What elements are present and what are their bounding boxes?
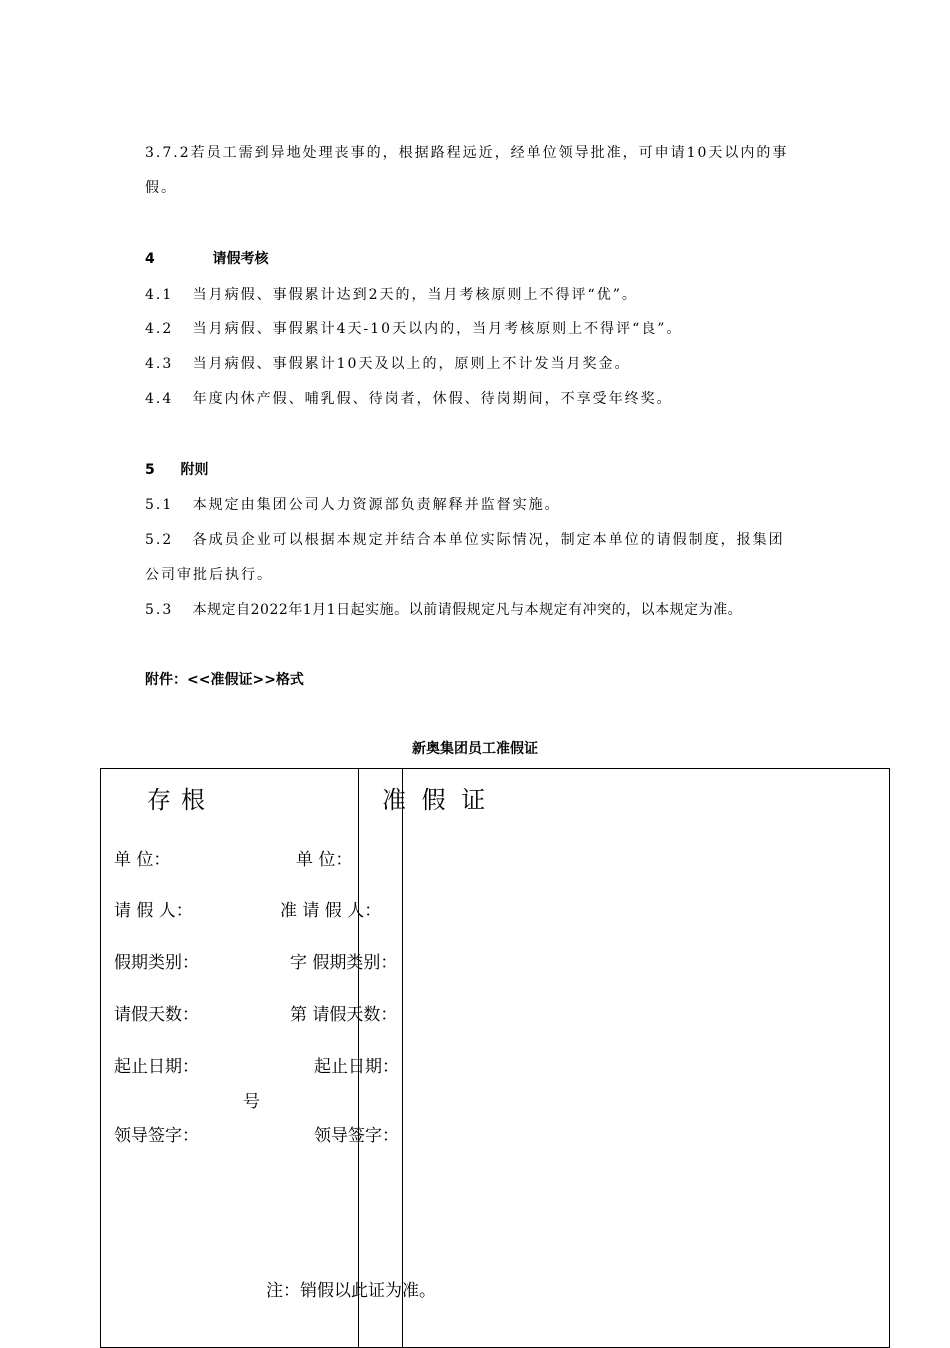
clause-4-3-text: 当月病假、事假累计10天及以上的，原则上不计发当月奖金。 [192, 356, 631, 372]
section-5-number: 5 [145, 462, 155, 478]
attachment-label: 附件：<<准假证>>格式 [145, 672, 304, 688]
permit-leave-days-label: 第 请假天数： [290, 1005, 398, 1025]
clause-5-1-number: 5.1 [145, 497, 174, 513]
section-4-heading [145, 248, 269, 268]
stub-leave-days-label: 请假天数： [114, 1005, 199, 1025]
clause-4-3-number: 4.3 [145, 356, 174, 372]
clause-4-1-text: 当月病假、事假累计达到2天的，当月考核原则上不得评“优”。 [192, 287, 638, 303]
stub-applicant-label: 请 假 人： [114, 901, 193, 921]
leave-permit-form [100, 768, 890, 1348]
permit-leave-type-label: 字 假期类别： [290, 953, 398, 973]
clause-5-2 [145, 529, 785, 549]
clause-5-2-line2: 公司审批后执行。 [145, 567, 273, 583]
stub-date-range-label: 起止日期： [114, 1057, 199, 1077]
clause-4-1 [145, 284, 638, 304]
clause-5-3-text: 本规定自2022年1月1日起实施。以前请假规定凡与本规定有冲突的，以本规定为准。 [192, 602, 743, 618]
clause-5-2-text: 各成员企业可以根据本规定并结合本单位实际情况，制定本单位的请假制度，报集团 [192, 532, 785, 548]
clause-4-1-number: 4.1 [145, 287, 174, 303]
form-note: 注：销假以此证为准。 [266, 1281, 436, 1301]
stub-leader-sign-label: 领导签字： [114, 1126, 199, 1146]
permit-unit-label: 单 位： [296, 850, 353, 870]
clause-3-7-2-line2: 假。 [145, 180, 177, 196]
clause-5-2-number: 5.2 [145, 532, 174, 548]
section-4-title: 请假考核 [212, 251, 269, 267]
stub-leave-type-label: 假期类别： [114, 953, 199, 973]
clause-5-3-number: 5.3 [145, 602, 174, 618]
clause-5-3 [145, 599, 742, 619]
permit-date-range-label: 起止日期： [314, 1057, 399, 1077]
permit-header: 准 假 证 [382, 786, 490, 814]
permit-leader-sign-label: 领导签字： [314, 1126, 399, 1146]
section-4-number: 4 [145, 251, 155, 267]
clause-5-1 [145, 494, 561, 514]
form-divider-right [402, 768, 403, 1348]
clause-4-2 [145, 318, 682, 338]
clause-4-4-number: 4.4 [145, 391, 174, 407]
clause-3-7-2-line1: 3.7.2若员工需到异地处理丧事的，根据路程远近，经单位领导批准，可申请10天以内的事 [145, 145, 789, 161]
section-5-heading [145, 459, 209, 479]
clause-4-4 [145, 388, 673, 408]
clause-4-3 [145, 353, 630, 373]
form-title: 新奥集团员工准假证 [412, 741, 538, 757]
clause-4-4-text: 年度内休产假、哺乳假、待岗者，休假、待岗期间，不享受年终奖。 [192, 391, 673, 407]
permit-number-suffix: 号 [243, 1092, 260, 1112]
permit-applicant-label: 准 请 假 人： [280, 901, 382, 921]
section-5-title: 附则 [180, 462, 209, 478]
stub-unit-label: 单 位： [114, 850, 171, 870]
clause-5-1-text: 本规定由集团公司人力资源部负责解释并监督实施。 [192, 497, 561, 513]
clause-4-2-text: 当月病假、事假累计4天-10天以内的，当月考核原则上不得评“良”。 [192, 321, 683, 337]
clause-4-2-number: 4.2 [145, 321, 174, 337]
stub-header: 存根 [147, 786, 215, 814]
